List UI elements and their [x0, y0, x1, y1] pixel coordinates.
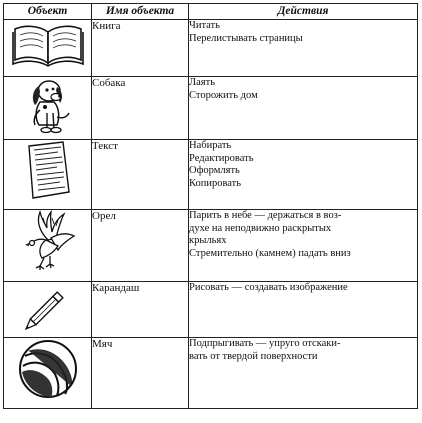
eagle-icon: [18, 210, 78, 274]
object-actions: [189, 210, 418, 282]
action-line: Подпрыгивать — упруго отскаки-: [189, 338, 341, 349]
objects-table: [3, 3, 418, 409]
action-line: вать от твердой поверхности: [189, 350, 318, 362]
object-actions: [189, 77, 418, 140]
action-line: Набирать: [189, 140, 232, 151]
object-picture-cell: [4, 210, 92, 282]
object-name: Орел: [92, 210, 189, 282]
table-row: [4, 210, 418, 282]
object-name: Текст: [92, 140, 189, 210]
ball-icon: [17, 338, 79, 400]
table-row: [4, 282, 418, 338]
action-line: духе на неподвижно раскрытых: [189, 222, 332, 234]
object-actions: [189, 282, 418, 338]
object-picture-cell: [4, 20, 92, 77]
header-object: Объект: [4, 4, 92, 20]
object-picture-cell: [4, 282, 92, 338]
action-line: Оформлять: [189, 165, 240, 177]
action-line: Редактировать: [189, 152, 254, 164]
object-picture-cell: [4, 140, 92, 210]
object-name: Собака: [92, 77, 189, 140]
pencil-icon: [23, 282, 73, 332]
object-picture-cell: [4, 77, 92, 140]
object-actions: [189, 20, 418, 77]
action-line: Стремительно (камнем) падать вниз: [189, 247, 351, 259]
header-row: [4, 4, 418, 20]
table-row: [4, 140, 418, 210]
text-page-icon: [21, 140, 75, 200]
action-line: Сторожить дом: [189, 89, 258, 101]
action-line: Парить в небе — держаться в воз-: [189, 210, 342, 221]
header-name: Имя объекта: [92, 4, 189, 20]
object-actions: [189, 338, 418, 409]
action-line: Копировать: [189, 177, 242, 189]
object-name: Карандаш: [92, 282, 189, 338]
dog-icon: [23, 77, 73, 135]
action-line: Рисовать — создавать изображение: [189, 282, 348, 293]
action-line: крыльях: [189, 235, 227, 247]
header-actions: Действия: [189, 4, 418, 20]
action-line: Читать: [189, 20, 220, 31]
table-row: [4, 338, 418, 409]
action-line: Лаять: [189, 77, 215, 88]
action-line: Перелистывать страницы: [189, 32, 303, 44]
object-picture-cell: [4, 338, 92, 409]
object-name: Мяч: [92, 338, 189, 409]
book-icon: [10, 20, 86, 70]
object-actions: [189, 140, 418, 210]
table-row: [4, 77, 418, 140]
object-name: Книга: [92, 20, 189, 77]
table-row: [4, 20, 418, 77]
